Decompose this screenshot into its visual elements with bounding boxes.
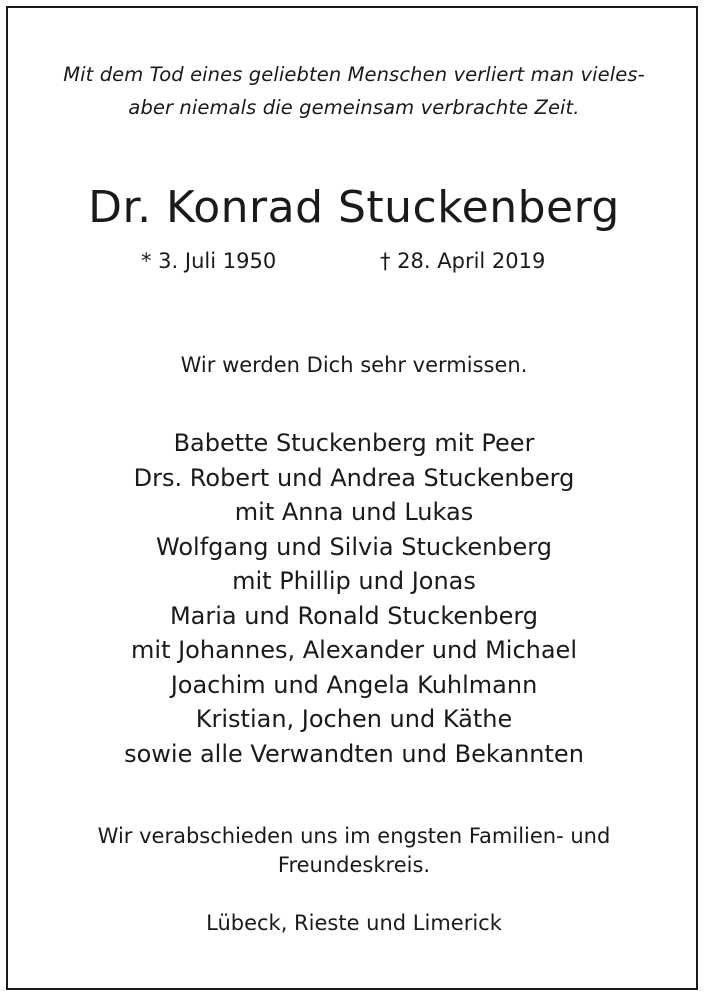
motto-line: aber niemals die gemeinsam verbrachte Zeit. <box>128 96 580 119</box>
motto-quote <box>0 58 708 124</box>
deceased-name: Dr. Konrad Stuckenberg <box>88 182 620 233</box>
message-line: Wir werden Dich sehr vermissen. <box>180 353 528 377</box>
birth-date: * 3. Juli 1950 <box>141 249 277 273</box>
motto-line: Mit dem Tod eines geliebten Menschen verliert man vieles- <box>63 63 645 86</box>
farewell-note <box>0 822 708 880</box>
death-date: † 28. April 2019 <box>380 249 546 273</box>
mourner-line: Drs. Robert und Andrea Stuckenberg <box>133 463 575 492</box>
mourner-line: mit Phillip und Jonas <box>232 567 476 595</box>
mourners-list <box>0 426 708 771</box>
mourner-line: Joachim und Angela Kuhlmann <box>170 670 538 699</box>
farewell-line: Freundeskreis. <box>277 853 431 877</box>
mourner-line: mit Anna und Lukas <box>234 498 474 526</box>
mourner-line: Babette Stuckenberg mit Peer <box>173 429 535 457</box>
mourner-line: sowie alle Verwandten und Bekannten <box>124 739 584 768</box>
mourner-line: Maria und Ronald Stuckenberg <box>169 601 539 630</box>
mourner-line: Kristian, Jochen und Käthe <box>195 705 513 733</box>
place-line: Lübeck, Rieste und Limerick <box>206 911 502 935</box>
mourner-line: mit Johannes, Alexander und Michael <box>131 636 577 664</box>
farewell-line: Wir verabschieden uns im engsten Familien- und <box>97 824 611 848</box>
mourner-line: Wolfgang und Silvia Stuckenberg <box>156 532 552 561</box>
